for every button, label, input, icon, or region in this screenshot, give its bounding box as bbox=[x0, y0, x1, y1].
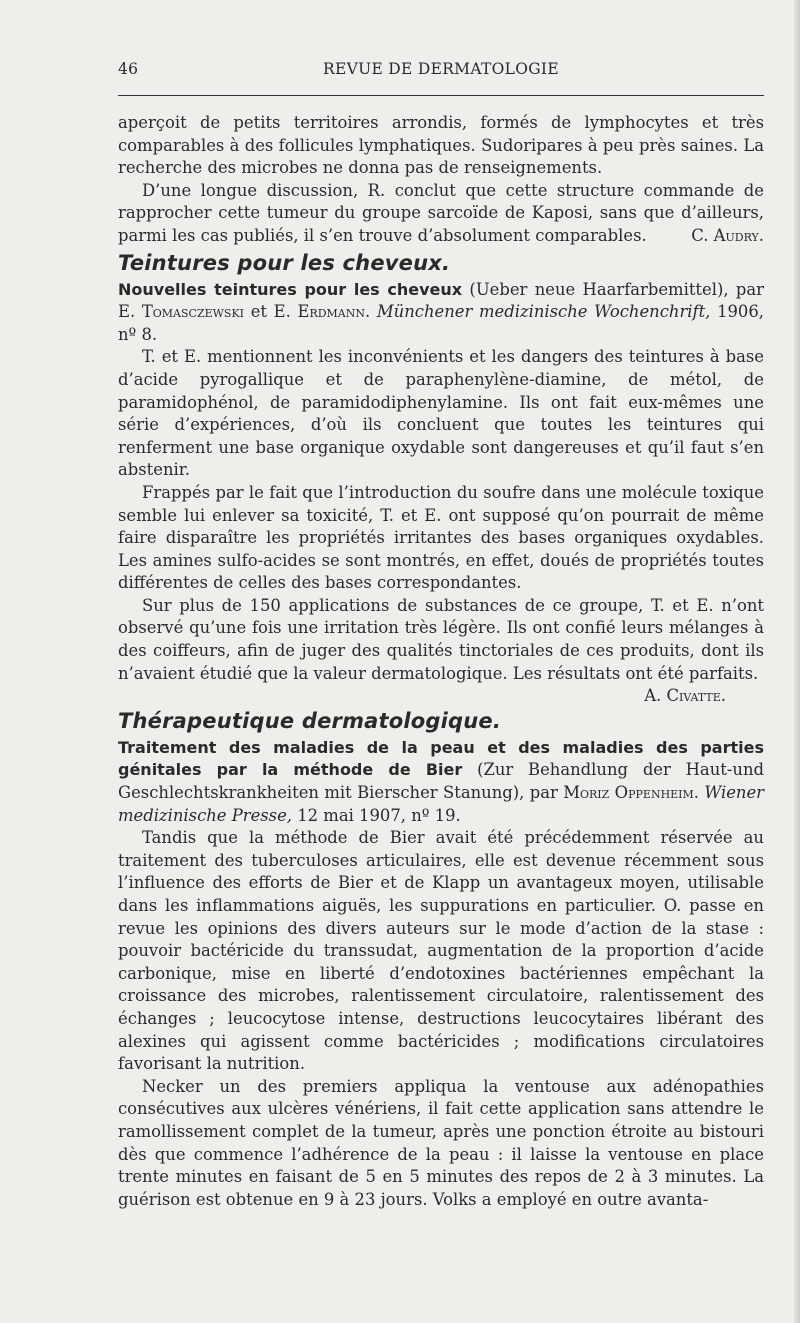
section-heading-teintures: Teintures pour les cheveux. bbox=[118, 250, 451, 275]
citation-date: 12 mai 1907, nº 19. bbox=[292, 805, 461, 825]
citation-author: Moriz Oppenheim. bbox=[563, 783, 700, 803]
page-number: 46 bbox=[118, 60, 139, 78]
paragraph: Necker un des premiers appliqua la ventouse aux adénopathies consécutives aux ulcères vénériens, il fait cette application sans attendre le ramollissement complet de la tumeur, après une ponction étroite au bistouri dès que commence l’adhérence de la peau : il laisse la ventouse en place trente minutes en faisant de 5 en 5 minutes des repos de 2 à 3 minutes. La guérison est obtenue en 9 à 23 jours. Volks a employé en outre avanta- bbox=[118, 1076, 764, 1209]
review-conclusion-paragraph bbox=[118, 180, 764, 248]
review-signature: C. Audry. bbox=[691, 225, 764, 245]
review-continued-paragraph: aperçoit de petits territoires arrondis, formés de lymphocytes et très comparables à des follicules lymphatiques. Sudoripares à peu près saines. La recherche des microbes ne donna pas de renseignements. bbox=[118, 113, 764, 178]
citation-conjunction: et bbox=[244, 302, 274, 322]
citation-author: E. Erdmann. bbox=[273, 302, 371, 322]
review-conclusion-text: D’une longue discussion, R. conclut que cette structure commande de rapprocher cette tumeur du groupe sarcoïde de Kaposi, sans que d’ailleurs, parmi les cas publiés, il s’en trouve d’absolument comparables. bbox=[118, 180, 764, 245]
review-signature: A. Civatte. bbox=[644, 686, 726, 706]
citation-journal: Münchener medizinische Wochenchrift, bbox=[370, 302, 711, 322]
paragraph: Tandis que la méthode de Bier avait été précédemment réservée au traitement des tuberculoses articulaires, elle est devenue récemment sous l’influence des efforts de Bier et de Klapp un avantageux moyen, utilisable dans les inflammations aiguës, les suppurations en particulier. O. passe en revue les opinions des divers auteurs sur le mode d’action de la stase : pouvoir bactéricide du transsudat, augmentation de la proportion d’acide carbonique, mise en liberté d’endotoxines bactériennes empêchant la croissance des microbes, ralentissement circulatoire, ralentissement des échanges ; leucocytose intense, destructions leucocytaires libérant des alexines qui agissent comme bactéricides ; modifications circulatoires favorisant la nutrition. bbox=[118, 828, 764, 1074]
entry-title-bier: Traitement des maladies de la peau et des maladies des parties génitales par la méthode de Bier bbox=[118, 737, 764, 780]
paragraph-text: Sur plus de 150 applications de substances de ce groupe, T. et E. n’ont observé qu’une fois une irritation très légère. Ils ont confié leurs mélanges à des coiffeurs, afin de juger des qualités tinctoriales de ces produits, dont ils n’avaient étudié que la valeur dermatologique. Les résultats ont été parfaits. bbox=[118, 595, 764, 683]
citation-year-issue: 1906, nº 8. bbox=[118, 302, 764, 344]
header-rule bbox=[118, 95, 764, 96]
paragraph: T. et E. mentionnent les inconvénients et les dangers des teintures à base d’acide pyrogallique et de paraphenylène-diamine, de métol, de paramidophénol, de paramidodiphenylamine. Ils ont fait eux-mêmes une série d’expériences, d’où ils concluent que toutes les teintures qui renferment une base organique oxydable sont dangereuses et qu’il faut s’en abstenir. bbox=[118, 347, 764, 480]
citation-author: E. Tomasczewski bbox=[118, 302, 245, 322]
entry-citation-bier bbox=[118, 737, 764, 827]
entry-title-teintures: Nouvelles teintures pour les cheveux bbox=[118, 279, 463, 299]
entry-citation-teintures bbox=[118, 279, 764, 347]
page-header bbox=[118, 60, 764, 84]
page-edge-shadow bbox=[794, 0, 800, 1323]
paragraph: Frappés par le fait que l’introduction du soufre dans une molécule toxique semble lui enlever sa toxicité, T. et E. ont supposé qu’on pourrait de même faire disparaître les propriétés irritantes des bases organiques oxydables. Les amines sulfo-acides se sont montrés, en effet, doués de propriétés toutes différentes de celles des bases correspondantes. bbox=[118, 482, 764, 593]
citation-text: (Zur Behandlung der Haut-und Geschlechtskrankheiten mit Bierscher Stanung), par bbox=[118, 760, 764, 803]
citation-journal: Wiener medizinische Presse, bbox=[118, 783, 764, 825]
section-heading-therapeutique: Thérapeutique dermatologique. bbox=[118, 708, 502, 733]
page-body bbox=[118, 112, 764, 1211]
running-title: REVUE DE DERMATOLOGIE bbox=[323, 60, 559, 78]
paragraph-with-signature bbox=[118, 595, 764, 706]
citation-text: (Ueber neue Haarfarbemittel), par bbox=[462, 279, 764, 299]
